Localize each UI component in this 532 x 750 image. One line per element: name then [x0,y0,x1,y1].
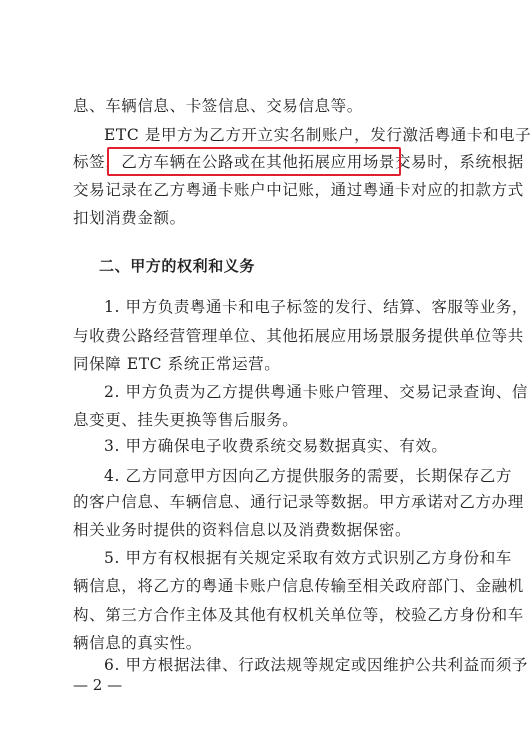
text-fragment: ，系统根据 [443,153,524,171]
text-line: 扣划消费金额。 [73,209,186,227]
highlighted-text: 乙方车辆在公路或在其他拓展应用场景交易时 [121,153,444,171]
text-line: 交易记录在乙方粤通卡账户中记账，通过粤通卡对应的扣款方式 [73,181,524,199]
text-line: 与收费公路经营管理单位、其他拓展应用场景服务提供单位等共 [73,327,524,345]
section-heading: 二、甲方的权利和义务 [99,257,256,275]
text-line: 息变更、挂失更换等售后服务。 [73,411,299,429]
text-line: 辆信息，将乙方的粤通卡账户信息传输至相关政府部门、金融机 [73,577,524,595]
text-line: 同保障 ETC 系统正常运营。 [73,355,281,373]
page-number: — 2 — [73,676,123,694]
text-line: 构、第三方合作主体及其他有权机关单位等，校验乙方身份和车 [73,606,524,624]
text-line: 2. 甲方负责为乙方提供粤通卡账户管理、交易记录查询、信 [104,383,529,401]
text-line: 息、车辆信息、卡签信息、交易信息等。 [73,97,363,115]
text-line: ETC 是甲方为乙方开立实名制账户，发行激活粤通卡和电子 [104,126,532,144]
text-line: 5. 甲方有权根据有关规定采取有效方式识别乙方身份和车 [104,549,512,567]
red-highlight-box [107,147,401,176]
text-fragment: 标签， [73,153,122,171]
text-line: 6. 甲方根据法律、行政法规等规定或因维护公共利益而须予 [104,656,529,674]
text-line: 4. 乙方同意甲方因向乙方提供服务的需要，长期保存乙方 [104,467,512,485]
text-line: 相关业务时提供的资料信息以及消费数据保密。 [73,521,412,539]
text-line: 3. 甲方确保电子收费系统交易数据真实、有效。 [104,437,448,455]
text-line: 辆信息的真实性。 [73,634,202,652]
text-line: 1. 甲方负责粤通卡和电子标签的发行、结算、客服等业务， [104,298,529,316]
text-line: 的客户信息、车辆信息、通行记录等数据。甲方承诺对乙方办理 [73,493,524,511]
